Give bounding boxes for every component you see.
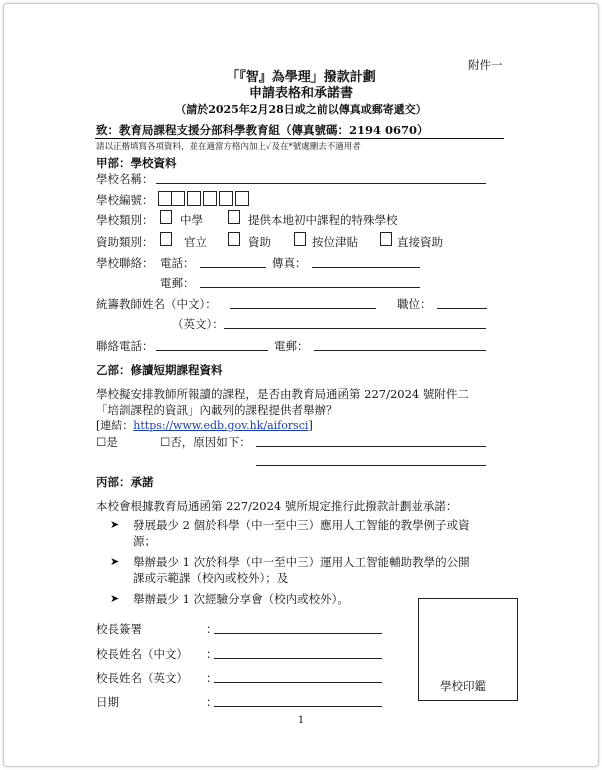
page-number: 1 <box>297 715 305 726</box>
part-b-heading: 乙部：修讀短期課程資料 <box>96 363 223 377</box>
school-phone-label: 電話： <box>160 256 195 270</box>
school-fax-field[interactable] <box>312 267 420 268</box>
coordinator-name-cn-label: 統籌教師姓名（中文）： <box>96 297 217 311</box>
principal-name-cn-field[interactable] <box>214 658 382 659</box>
instruction-text: 請以正楷填寫各項資料，並在適當方格內加上✓及在*號處刪去不適用者 <box>96 142 361 152</box>
principal-name-en-field[interactable] <box>214 682 382 683</box>
date-label: 日期 <box>96 695 119 709</box>
header-rule <box>95 138 504 139</box>
school-email-field[interactable] <box>200 287 420 288</box>
date-field[interactable] <box>214 706 382 707</box>
contact-email-field[interactable] <box>314 350 486 351</box>
bullet-arrow-icon: ➤ <box>110 592 120 605</box>
principal-name-cn-label: 校長姓名（中文） <box>96 647 188 661</box>
checkbox-aided[interactable] <box>228 232 240 246</box>
principal-signature-field[interactable] <box>214 633 382 634</box>
form-subtitle: 申請表格和承諾書 <box>248 86 353 101</box>
checkbox-special-school[interactable] <box>228 210 240 224</box>
submission-deadline: （請於2025年2月28日或之前以傳真或郵寄遞交） <box>175 103 427 116</box>
colon: ： <box>206 671 218 685</box>
undertaking-1-line2: 源； <box>133 534 156 548</box>
funding-type-label: 資助類別： <box>96 235 154 249</box>
link-prefix: [連結： <box>96 419 134 432</box>
school-phone-field[interactable] <box>200 267 266 268</box>
undertaking-intro: 本校會根據教育局通函第 227/2024 號所規定推行此撥款計劃並承諾： <box>96 499 458 513</box>
option-caput: 按位津貼 <box>312 235 358 249</box>
checkbox-secondary-school[interactable] <box>160 210 172 224</box>
principal-signature-label: 校長簽署 <box>96 622 142 636</box>
option-yes[interactable]: ☐是 <box>96 435 118 449</box>
option-secondary-school: 中學 <box>180 213 203 227</box>
colon: ： <box>206 622 218 636</box>
checkbox-government[interactable] <box>160 232 172 246</box>
school-name-label: 學校名稱： <box>96 172 154 186</box>
undertaking-3-line1: 舉辦最少 1 次經驗分享會（校内或校外）。 <box>133 592 349 606</box>
recipient-line: 致：教育局課程支援分部科學教育組（傳真號碼：2194 0670） <box>96 123 429 137</box>
coordinator-name-cn-field[interactable] <box>230 308 376 309</box>
colon: ： <box>206 647 218 661</box>
coordinator-name-en-field[interactable] <box>224 328 486 329</box>
undertaking-2-line2: 課或示範課（校內或校外）；及 <box>133 571 289 585</box>
edb-course-link[interactable]: https://www.edb.gov.hk/aiforsci <box>133 419 309 432</box>
part-a-heading: 甲部：學校資料 <box>96 156 177 170</box>
coordinator-name-en-label: （英文）： <box>172 317 224 331</box>
undertaking-1-line1: 發展最少 2 個於科學（中一至中三）應用人工智能的教學例子或資 <box>133 518 470 532</box>
form-title: 「『智』為學理」撥款計劃 <box>226 70 376 85</box>
contact-phone-field[interactable] <box>156 350 268 351</box>
school-fax-label: 傳真： <box>272 256 307 270</box>
option-special-school: 提供本地初中課程的特殊學校 <box>248 213 398 227</box>
course-link-line <box>96 419 313 433</box>
position-label: 職位： <box>397 297 432 311</box>
colon: ： <box>206 695 218 709</box>
link-suffix: ] <box>308 419 313 432</box>
school-name-field[interactable] <box>156 183 486 184</box>
checkbox-dss[interactable] <box>380 232 392 246</box>
school-type-label: 學校類別： <box>96 213 154 227</box>
principal-name-en-label: 校長姓名（英文） <box>96 671 188 685</box>
annex-label: 附件一 <box>468 58 503 72</box>
school-stamp-label: 學校印鑑 <box>440 679 486 693</box>
option-dss: 直接資助 <box>397 235 443 249</box>
option-no-reason[interactable]: ☐否，原因如下： <box>160 435 251 449</box>
option-government: 官立 <box>184 235 207 249</box>
position-field[interactable] <box>437 308 487 309</box>
contact-phone-label: 聯絡電話： <box>96 339 154 353</box>
reason-field-line1[interactable] <box>256 446 486 447</box>
option-aided: 資助 <box>248 235 271 249</box>
bullet-arrow-icon: ➤ <box>110 555 120 568</box>
part-b-question-line2: 「培訓課程的資訊」內載列的課程提供者舉辦？ <box>96 403 338 417</box>
part-c-heading: 丙部：承諾 <box>96 475 154 489</box>
bullet-arrow-icon: ➤ <box>110 518 120 531</box>
checkbox-caput[interactable] <box>294 232 306 246</box>
undertaking-2-line1: 舉辦最少 1 次於科學（中一至中三）運用人工智能輔助教學的公開 <box>133 555 470 569</box>
reason-field-line2[interactable] <box>256 465 486 466</box>
school-email-label: 電郵： <box>160 276 195 290</box>
part-b-question-line1: 學校擬安排教師所報讀的課程，是否由教育局通函第 227/2024 號附件二 <box>96 387 469 401</box>
contact-email-label: 電郵： <box>274 339 309 353</box>
school-code-label: 學校編號： <box>96 193 154 207</box>
school-contact-label: 學校聯絡： <box>96 256 154 270</box>
